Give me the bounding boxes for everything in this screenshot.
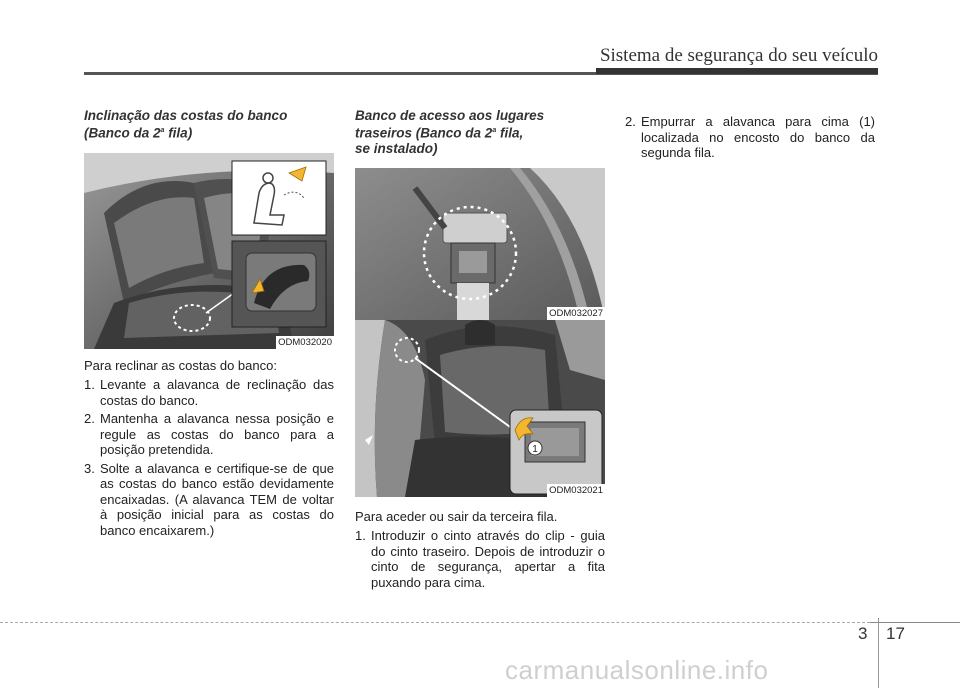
footer-rule-end xyxy=(870,622,960,623)
title-line: fila, xyxy=(496,125,524,141)
step-number: 2. xyxy=(625,114,636,129)
title-line: (Banco da 2 xyxy=(84,125,161,141)
title-superscript: a xyxy=(160,127,165,134)
step-text: Empurrar a alavanca para cima (1) localizada no encosto do banco da segunda fila. xyxy=(641,114,875,160)
step-item xyxy=(84,461,334,539)
step-number: 2. xyxy=(84,411,95,426)
recline-instructions xyxy=(84,358,334,539)
step-number: 1. xyxy=(84,377,95,392)
page-number: 17 xyxy=(886,624,905,643)
step-number: 3. xyxy=(84,460,95,476)
figure-code-label: ODM032020 xyxy=(278,336,332,348)
page-header-title: Sistema de segurança do seu veículo xyxy=(599,45,878,66)
title-line: Banco de acesso aos lugares xyxy=(355,108,545,123)
intro-text: Para aceder ou sair da terceira fila. xyxy=(355,508,558,524)
title-line: Inclinação das costas do banco xyxy=(84,108,288,123)
figure-seat-recline xyxy=(84,153,334,349)
title-line: traseiros (Banco da 2 xyxy=(355,125,493,141)
step-item xyxy=(84,377,334,408)
column-rear-access xyxy=(355,108,605,593)
step-item xyxy=(84,411,334,458)
step-text: Introduzir o cinto através do clip - guia do cinto traseiro. Depois de introduzir o cinto de segurança, apertar a fita puxando para cima. xyxy=(371,528,605,590)
step-item xyxy=(355,528,605,590)
column-continued xyxy=(625,114,875,164)
rear-access-instructions xyxy=(355,509,605,591)
figure-code-label: ODM032027 xyxy=(549,307,603,319)
footer-rule xyxy=(0,622,870,623)
column-recline xyxy=(84,108,334,541)
continued-instructions xyxy=(625,114,875,161)
intro-text: Para reclinar as costas do banco: xyxy=(84,357,277,373)
step-item xyxy=(625,114,875,161)
watermark: carmanualsonline.info xyxy=(505,655,769,685)
callout-number: 1 xyxy=(532,443,538,455)
header-rule-accent xyxy=(596,68,878,74)
step-text: Mantenha a alavanca nessa posição e regule as costas do banco para a posição pretendida. xyxy=(100,411,334,457)
title-superscript: a xyxy=(492,127,497,134)
title-line: fila) xyxy=(164,125,193,141)
title-line: se instalado) xyxy=(355,140,438,156)
seat-recline-illustration xyxy=(84,153,334,349)
step-number: 1. xyxy=(355,528,366,543)
step-text: Levante a alavanca de reclinação das costas do banco. xyxy=(100,377,334,408)
figure-code-label: ODM032021 xyxy=(549,484,603,496)
belt-guide-illustration xyxy=(355,168,605,320)
section-title-recline xyxy=(84,108,334,141)
chapter-number: 3 xyxy=(858,624,868,643)
figure-belt-guide-clip xyxy=(355,168,605,320)
section-title-rear-access xyxy=(355,108,605,156)
figure-second-row-lever xyxy=(355,320,605,497)
second-row-lever-illustration xyxy=(355,320,605,497)
step-text: Solte a alavanca e certifique-se de que as costas do banco estão devidamente encaixadas. (A alavanca TEM de voltar à posição inicial para as costas do banco encaixarem.) xyxy=(100,460,334,538)
footer-divider xyxy=(878,618,879,688)
